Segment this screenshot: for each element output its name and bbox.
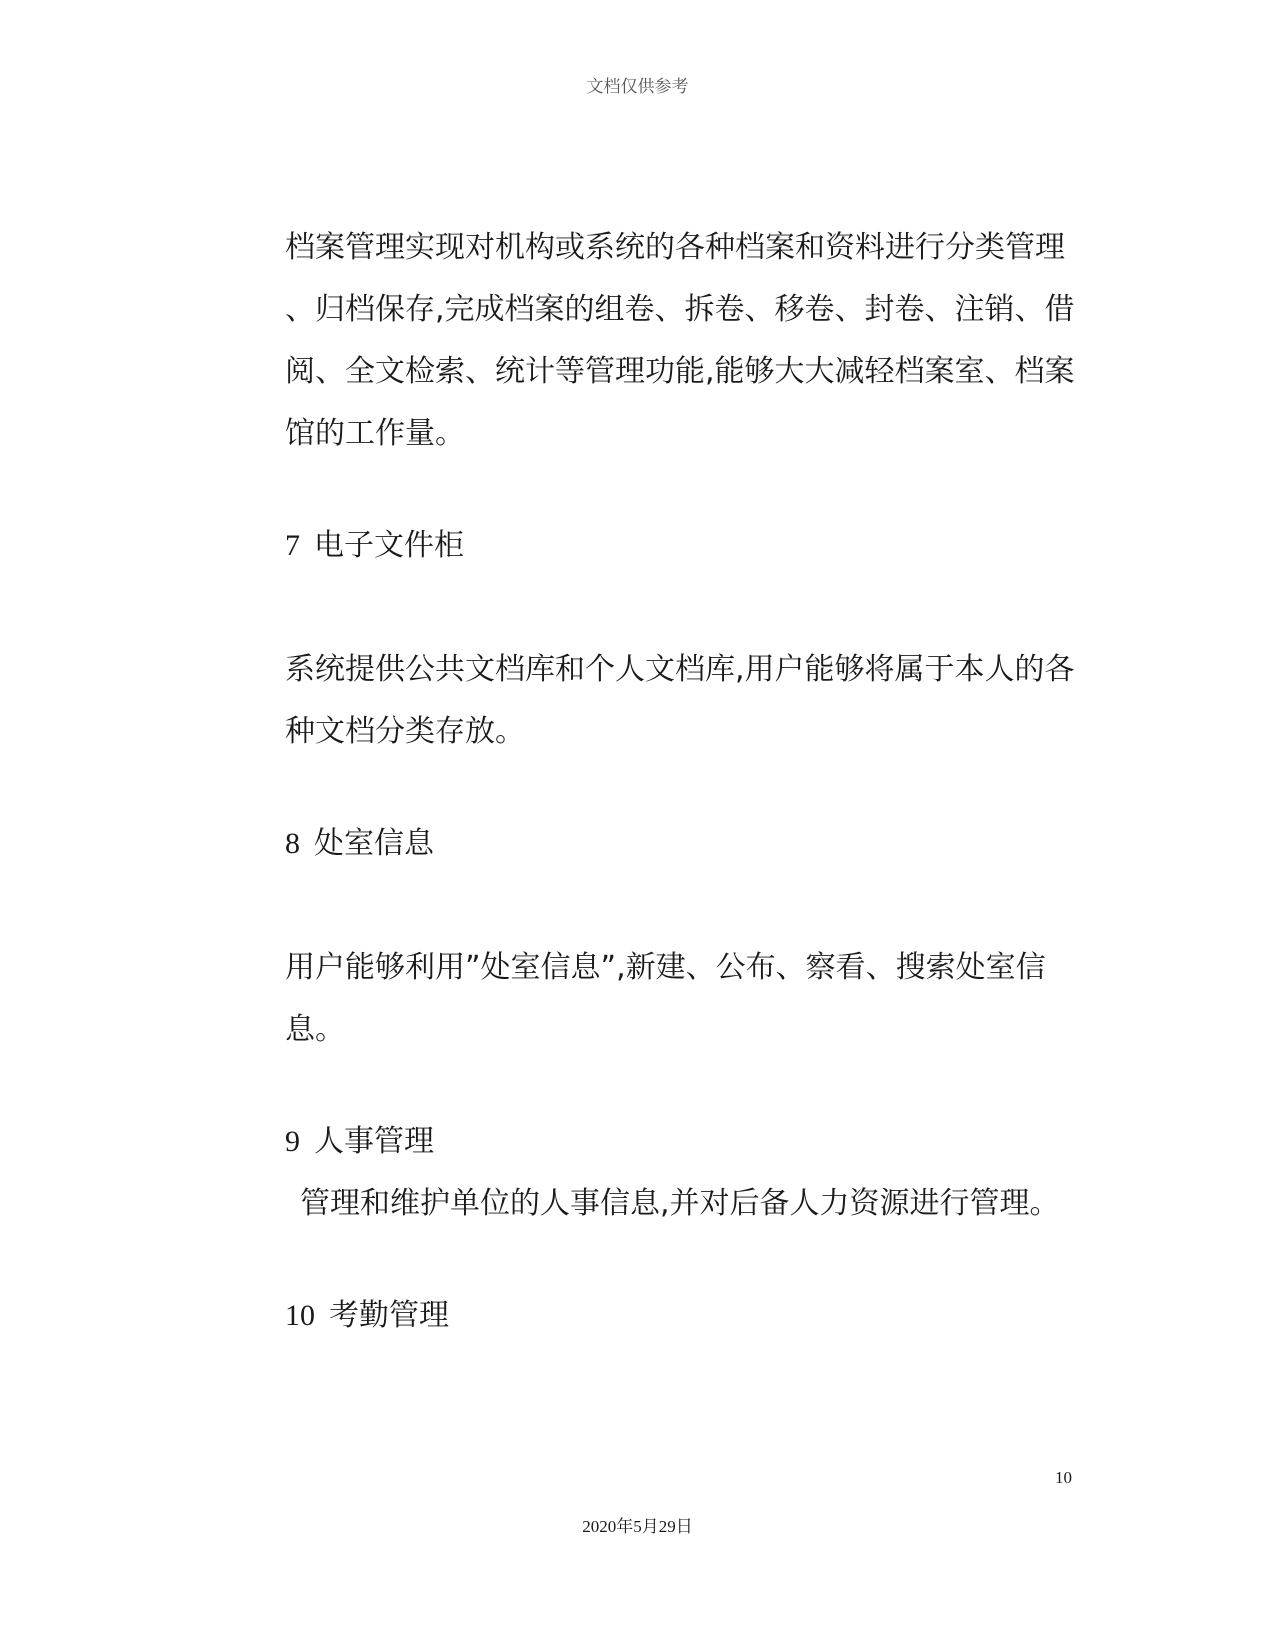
paragraph-line: 系统提供公共文档库和个人文档库,用户能够将属于本人的各 — [285, 652, 1075, 687]
section-heading-7 — [285, 526, 464, 566]
section-title: 考勤管理 — [329, 1298, 449, 1333]
section-title: 电子文件柜 — [314, 528, 464, 563]
section-title: 处室信息 — [314, 826, 434, 861]
paragraph-line: 用户能够利用”处室信息”,新建、公布、察看、搜索处室信 — [285, 950, 1046, 985]
paragraph-line: 、归档保存,完成档案的组卷、拆卷、移卷、封卷、注销、借 — [285, 292, 1075, 327]
paragraph-line: 档案管理实现对机构或系统的各种档案和资料进行分类管理 — [285, 230, 1065, 265]
footer-date: 2020年5月29日 — [582, 1517, 693, 1536]
paragraph-line: 息。 — [285, 1012, 345, 1047]
section-number: 7 — [285, 529, 300, 562]
paragraph-line: 种文档分类存放。 — [285, 714, 525, 749]
section-heading-9 — [285, 1122, 434, 1162]
paragraph-line: 管理和维护单位的人事信息,并对后备人力资源进行管理。 — [300, 1186, 1060, 1221]
section-number: 9 — [285, 1125, 300, 1158]
section-number: 10 — [285, 1299, 315, 1332]
page-header: 文档仅供参考 — [586, 77, 689, 97]
section-heading-8 — [285, 824, 434, 864]
section-title: 人事管理 — [314, 1124, 434, 1159]
paragraph-line: 阅、全文检索、统计等管理功能,能够大大减轻档案室、档案 — [285, 354, 1075, 389]
paragraph-line: 馆的工作量。 — [285, 416, 465, 451]
section-heading-10 — [285, 1296, 449, 1336]
section-number: 8 — [285, 827, 300, 860]
page-number: 10 — [1055, 1468, 1072, 1487]
